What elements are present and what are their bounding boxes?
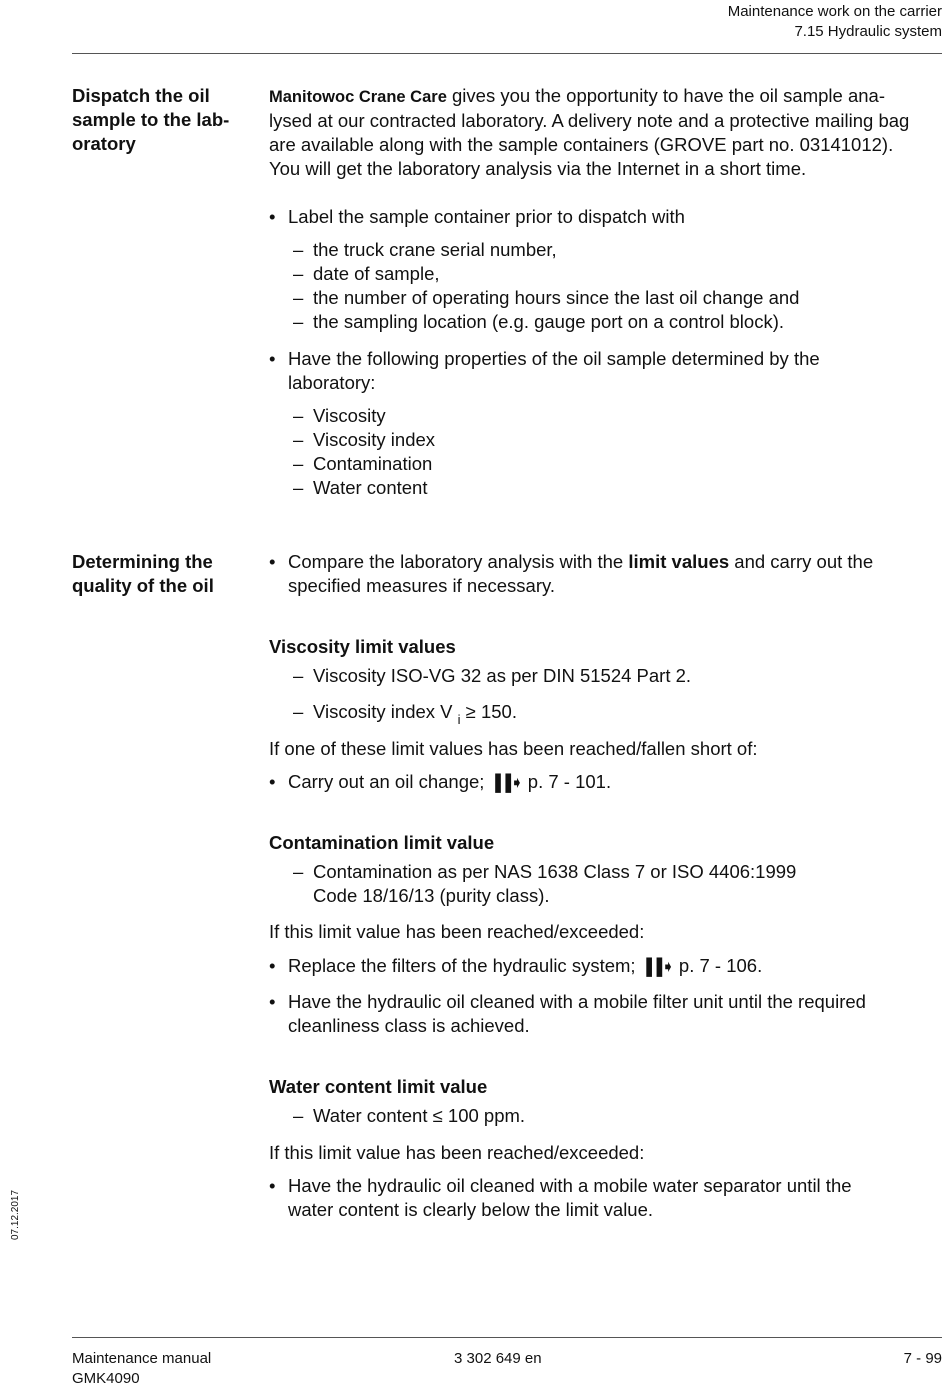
brand-name: Manitowoc Crane Care [269,88,447,106]
list-item: – Viscosity index [293,428,933,452]
bullet-replace-filters: • Replace the filters of the hydraulic system; ▐▐➧ p. 7 - 106. [269,954,941,980]
page-reference-arrow-icon: ▐▐➧ [640,959,674,976]
condition-text: If this limit value has been reached/exceeded: [269,1142,645,1163]
bullet-oil-change: • Carry out an oil change; ▐▐➧ p. 7 - 101. [269,770,941,796]
list-item: – the number of operating hours since the last oil change and [293,286,933,310]
footer-doc-number: 3 302 649 en [454,1350,542,1367]
limit-values-emphasis: limit values [628,551,730,572]
header-chapter: Maintenance work on the carrier [727,3,942,20]
footer-manual: Maintenance manual GMK4090 [72,1350,212,1387]
page-reference[interactable]: p. 7 - 106. [673,955,763,976]
header-rule [72,53,942,54]
list-item: – the sampling location (e.g. gauge port on a control block). [293,310,933,334]
bullet-properties: • Have the following properties of the oil sample determined by the laboratory: [269,347,941,395]
subheading-water: Water content limit value [269,1076,488,1097]
header-section: 7.15 Hydraulic system [794,23,942,40]
list-item: – date of sample, [293,262,933,286]
footer-page-number: 7 - 99 [903,1350,942,1367]
list-item: – the truck crane serial number, [293,238,933,262]
footer-rule [72,1337,942,1338]
list-item: – Viscosity [293,404,933,428]
list-item: – Contamination as per NAS 1638 Class 7 or ISO 4406:1999 Code 18/16/13 (purity class). [293,860,933,908]
bullet-water-separator: • Have the hydraulic oil cleaned with a mobile water separator until the water content is clearly below the limit value. [269,1174,941,1222]
section-heading-quality: Determining the quality of the oil [72,551,214,596]
subheading-contamination: Contamination limit value [269,832,495,853]
list-item: – Viscosity index V $_i$ ≥ 150. [293,700,933,732]
section-heading-dispatch: Dispatch the oil sample to the lab- oratory [72,85,230,154]
intro-paragraph: Manitowoc Crane Care gives you the opportunity to have the oil sample ana- lysed at our contracted laboratory. A delivery note and a protective mailing bag are available along with the sample containers (GROVE part no. 03141012). You will get the laboratory analysis via the Internet in a short time. [269,85,910,179]
page-reference-arrow-icon: ▐▐➧ [489,775,523,792]
subheading-viscosity: Viscosity limit values [269,636,456,657]
condition-text: If this limit value has been reached/exceeded: [269,921,645,942]
bullet-label-container: • Label the sample container prior to dispatch with [269,205,941,229]
condition-text: If one of these limit values has been reached/fallen short of: [269,738,758,759]
list-item: – Viscosity ISO-VG 32 as per DIN 51524 Part 2. [293,664,933,688]
side-date: 07.12.2017 [10,1189,21,1240]
page-header [728,2,942,42]
bullet-filter-unit: • Have the hydraulic oil cleaned with a mobile filter unit until the required cleanliness class is achieved. [269,990,941,1038]
list-item: – Contamination [293,452,933,476]
list-item: – Water content [293,476,933,500]
page-reference[interactable]: p. 7 - 101. [522,771,612,792]
list-item: – Water content ≤ 100 ppm. [293,1104,933,1128]
bullet-compare: • Compare the laboratory analysis with the limit values and carry out the specified measures if necessary. [269,550,941,598]
